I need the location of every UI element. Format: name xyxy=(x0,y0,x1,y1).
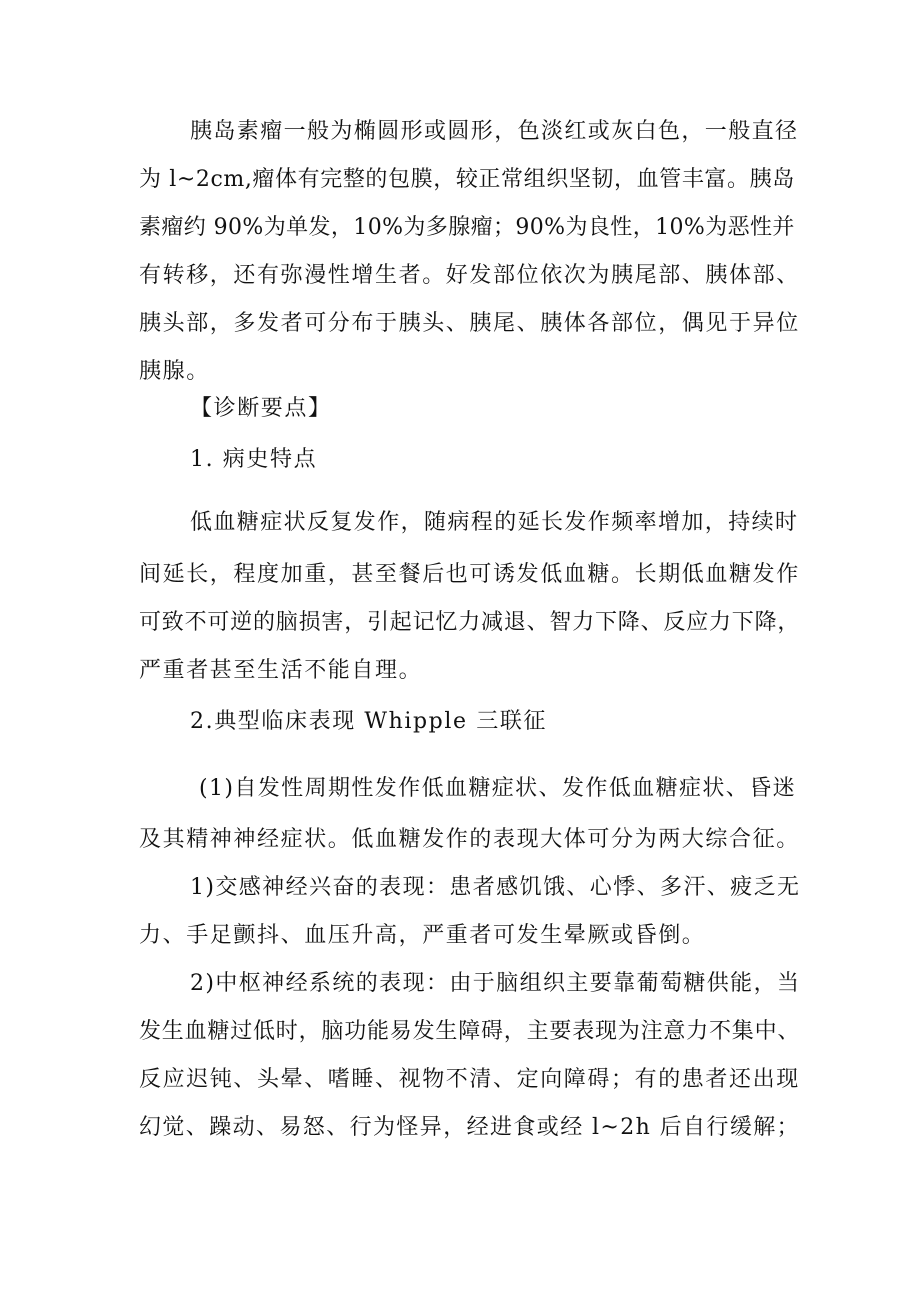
text-line: 素瘤约 90%为单发，10%为多腺瘤；90%为良性，10%为恶性并 xyxy=(139,215,795,240)
subheading-whipple: 2.典型临床表现 Whipple 三联征 xyxy=(190,709,548,734)
text-line: 低血糖症状反复发作，随病程的延长发作频率增加，持续时 xyxy=(190,510,799,535)
text-line: 2)中枢神经系统的表现：由于脑组织主要靠葡萄糖供能，当 xyxy=(190,971,801,996)
text-line: 发生血糖过低时，脑功能易发生障碍，主要表现为注意力不集中、 xyxy=(139,1019,801,1044)
text-line: 胰岛素瘤一般为椭圆形或圆形，色淡红或灰白色，一般直径 xyxy=(190,119,799,144)
text-line: 为 l~2cm,瘤体有完整的包膜，较正常组织坚韧，血管丰富。胰岛 xyxy=(139,167,795,192)
text-line: 间延长，程度加重，甚至餐后也可诱发低血糖。长期低血糖发作 xyxy=(139,562,800,587)
text-line: 可致不可逆的脑损害，引起记忆力减退、智力下降、反应力下降， xyxy=(139,610,801,635)
text-line: 力、手足颤抖、血压升高，严重者可发生晕厥或昏倒。 xyxy=(139,923,706,948)
text-line: 幻觉、躁动、易怒、行为怪异，经进食或经 l~2h 后自行缓解； xyxy=(139,1115,801,1140)
subheading-history: 1. 病史特点 xyxy=(190,447,318,472)
text-line: 1)交感神经兴奋的表现：患者感饥饿、心悸、多汗、疲乏无 xyxy=(190,875,801,900)
text-line: 反应迟钝、头晕、嗜睡、视物不清、定向障碍；有的患者还出现 xyxy=(139,1067,800,1092)
text-line: 严重者甚至生活不能自理。 xyxy=(139,658,423,683)
text-line: 及其精神神经症状。低血糖发作的表现大体可分为两大综合征。 xyxy=(139,827,800,852)
text-line: 有转移，还有弥漫性增生者。好发部位依次为胰尾部、胰体部、 xyxy=(139,263,800,288)
section-heading-diagnosis: 【诊断要点】 xyxy=(190,396,332,421)
text-line: 胰头部，多发者可分布于胰头、胰尾、胰体各部位，偶见于异位 xyxy=(139,311,800,336)
text-line: 胰腺。 xyxy=(139,359,210,384)
text-line: (1)自发性周期性发作低血糖症状、发作低血糖症状、昏迷 xyxy=(199,776,796,801)
